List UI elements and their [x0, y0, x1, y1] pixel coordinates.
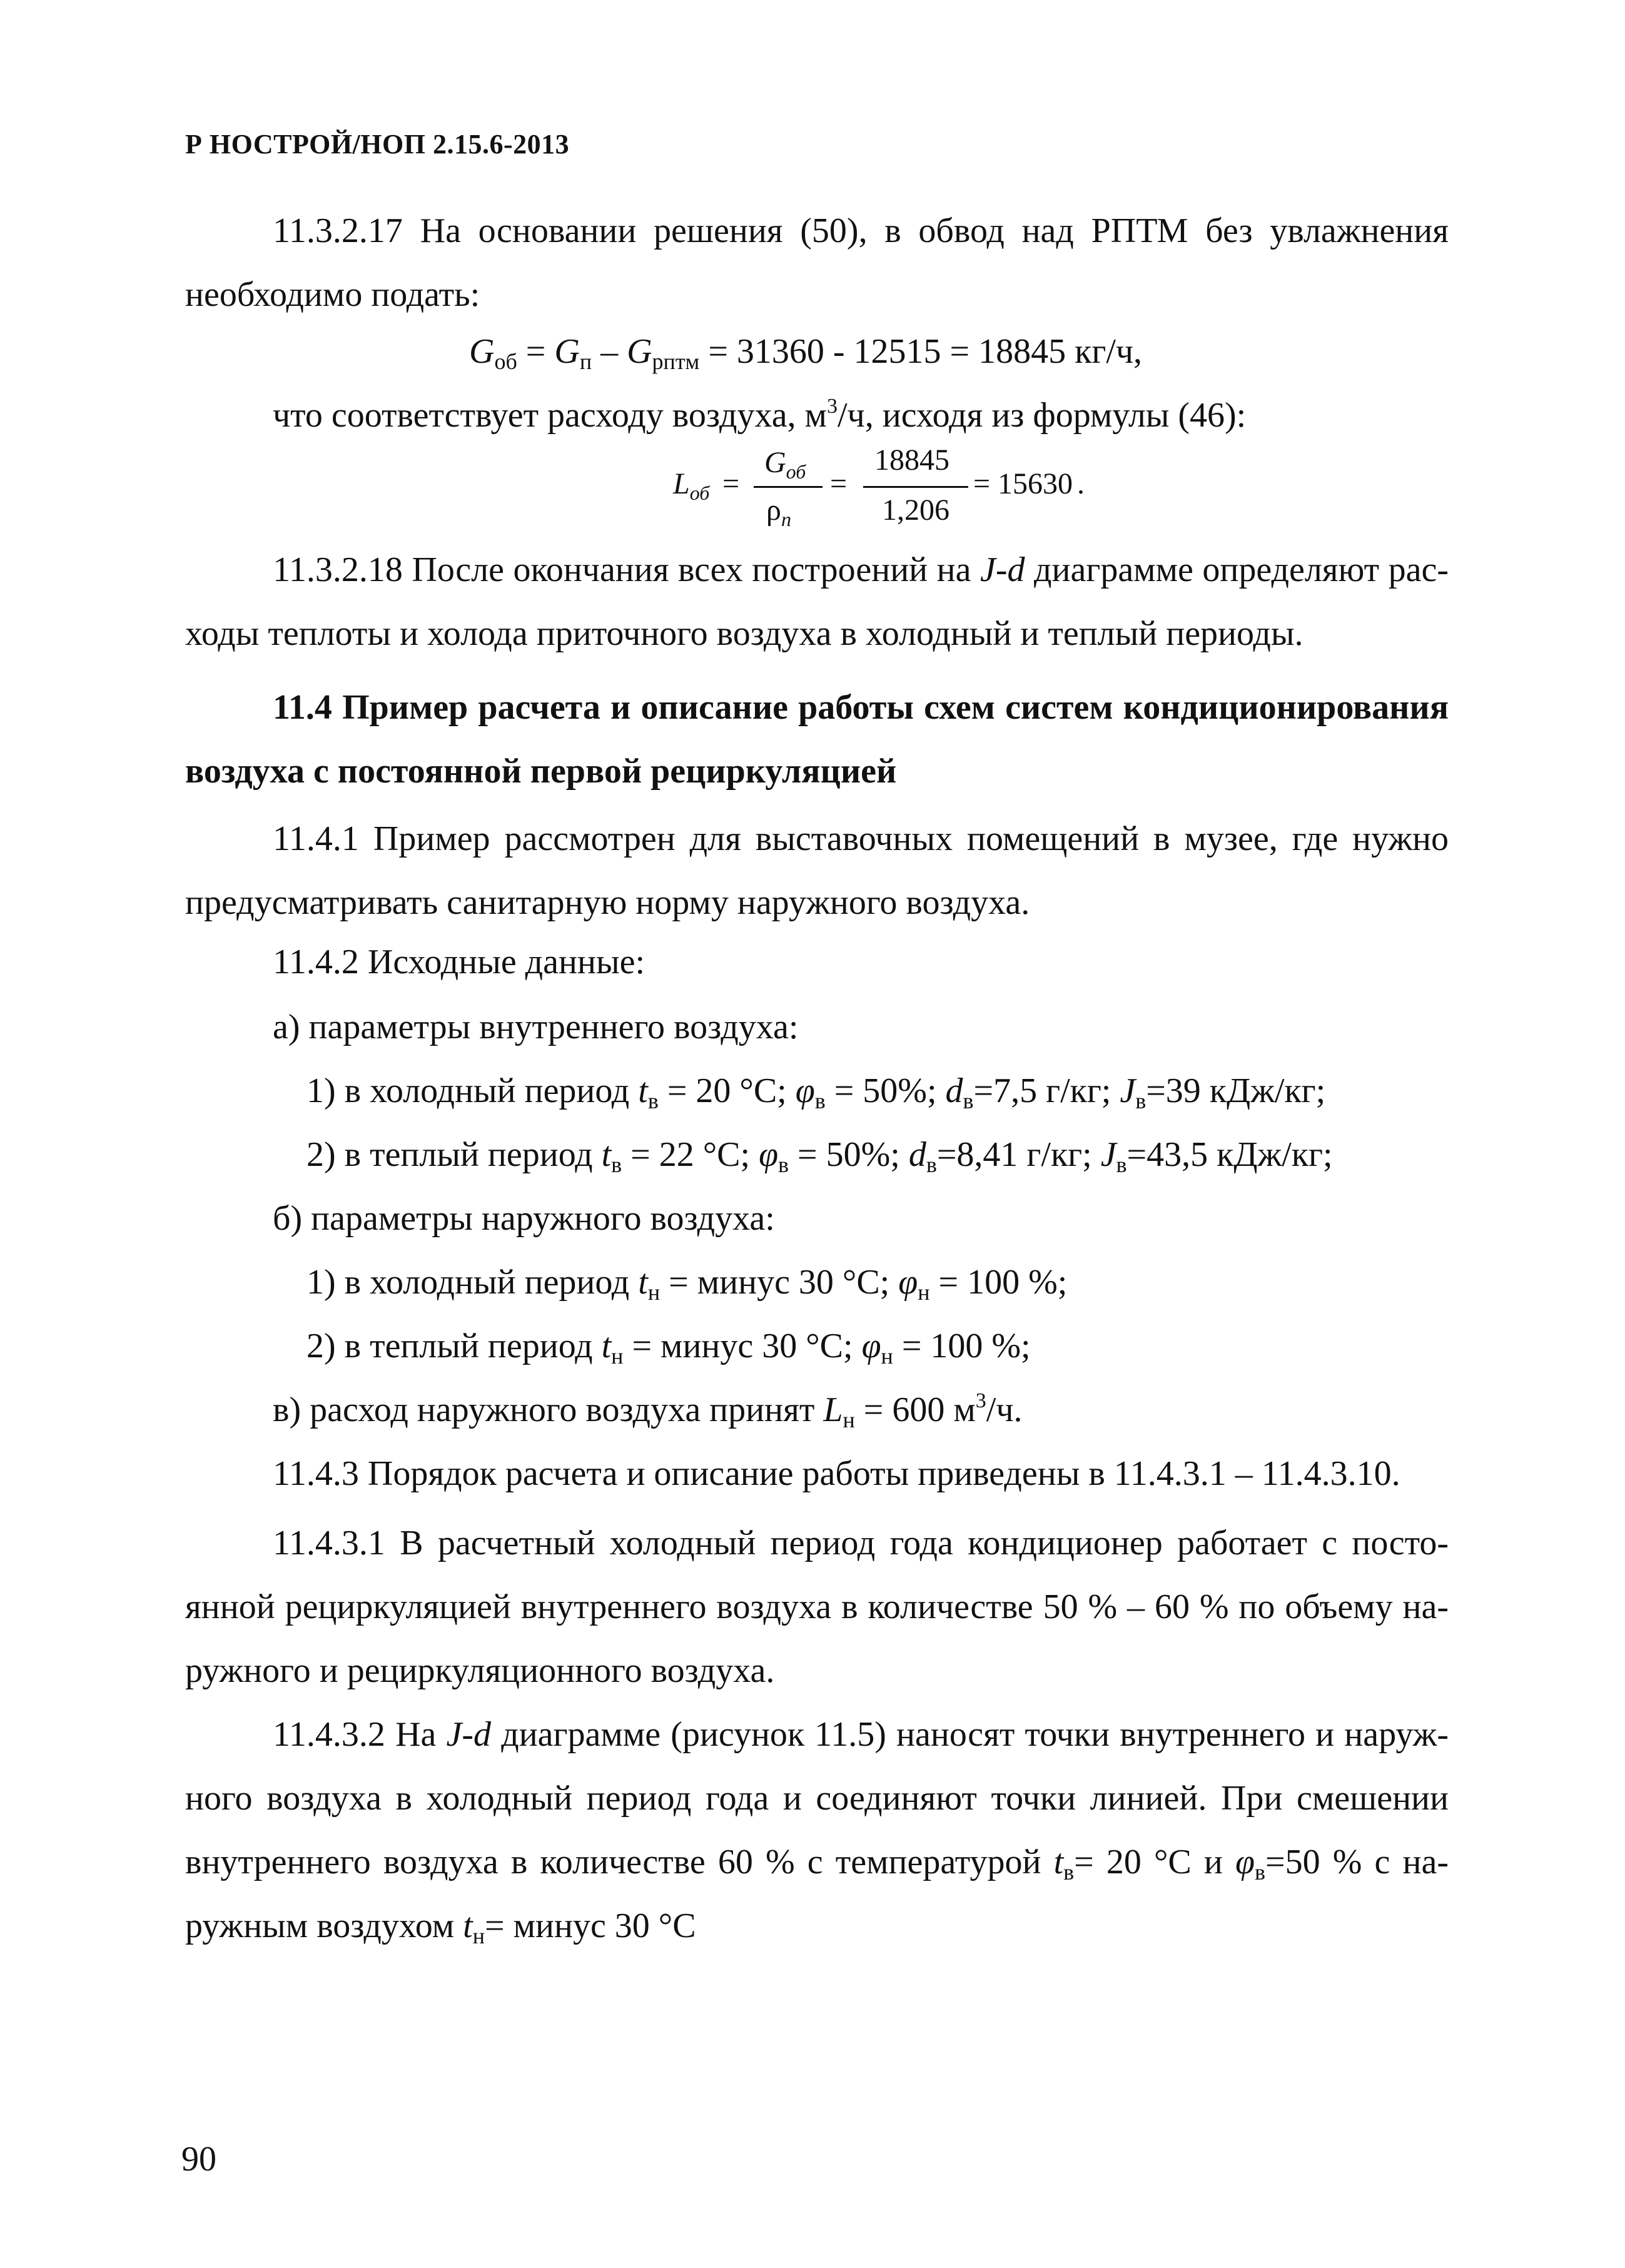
paragraph-11-3-2-18-line2: ходы теплоты и холода приточного воздуха в холодный и теплый периоды.	[185, 614, 1304, 653]
section-heading-11-4-line1: 11.4 Пример расчета и описание работы схем систем кондиционирования	[273, 688, 1449, 727]
paragraph-11-4-3-1-line2: янной рециркуляцией внутреннего воздуха в количестве 50 % – 60 % по объему на-	[185, 1587, 1449, 1626]
list-item-b: б) параметры наружного воздуха:	[273, 1199, 775, 1238]
paragraph-11-4-3-2-line3: внутреннего воздуха в количестве 60 % с температурой $t_в= 20$ °С и $\varphi_в=50$ % с на-	[185, 1843, 1449, 1885]
paragraph-sootvetstvuet: что соответствует расходу воздуха, $м^3/ч$, исходя из формулы (46):	[273, 395, 1247, 435]
paragraph-11-4-3-2-line1: 11.4.3.2 На J-d диаграмме (рисунок 11.5) наносят точки внутреннего и наруж-	[273, 1715, 1449, 1754]
list-item-a1: 1) в холодный период $t_в = 20$ °С; $\varphi_в = 50\%$; $d_в=7,5$ г/кг; $J_в=39$ кДж/кг;	[306, 1071, 1326, 1113]
paragraph-11-4-1-line1: 11.4.1 Пример рассмотрен для выставочных помещений в музее, где нужно	[273, 819, 1449, 858]
paragraph-11-4-3-2-line4: ружным воздухом $t_н=$ минус 30 °С	[185, 1906, 696, 1948]
paragraph-11-4-3-2-line2: ного воздуха в холодный период года и соединяют точки линией. При смешении	[185, 1779, 1449, 1818]
paragraph-11-3-2-17-line1: 11.3.2.17 На основании решения (50), в обвод над РПТМ без увлажнения	[273, 211, 1449, 250]
document-page: Р НОСТРОЙ/НОП 2.15.6-2013 11.3.2.17 На основании решения (50), в обвод над РПТМ без увлажнения необходимо подать: $G_{об} = G_п - G_{рптм} = 31360 - 12515 = 18845$ кг/ч, что соответствует расходу воздуха, $м^3/ч$, исходя из формулы (46): $L_{об}$ = $G_{об}$ $\rho_п$ = 18845 1,206 = 15630 . 11.3.2.18 После окончания всех построений на J-d диаграмме определяют рас- ходы теплоты и холода приточного воздуха в холодный и теплый периоды. 11.4 Пример расчета и описание работы схем систем кондиционирования воздуха с постоянной первой рециркуляцией 11.4.1 Пример рассмотрен для выставочных помещений в музее, где нужно предусматривать санитарную норму наружного воздуха. 11.4.2 Исходные данные: а) параметры внутреннего воздуха: 1) в холодный период $t_в = 20$ °С; $\varphi_в = 50\%$; $d_в=7,5$ г/кг; $J_в=39$ кДж/кг; 2) в теплый период $t_в = 22$ °С; $\varphi_в = 50\%$; $d_в=8,41$ г/кг; $J_в=43,5$ кДж/кг; б) параметры наружного воздуха: 1) в холодный период $t_н$ = минус 30 °С; $\varphi_н = 100$ %; 2) в теплый период $t_н$ = минус 30 °С; $\varphi_н = 100$ %; в) расход наружного воздуха принят $L_н = 600$ $м^3/ч$. 11.4.3 Порядок расчета и описание работы приведены в 11.4.3.1 – 11.4.3.10. 11.4.3.1 В расчетный холодный период года кондиционер работает с посто- янной рециркуляцией внутреннего воздуха в количестве 50 % – 60 % по объему на- ружного и рециркуляционного воздуха. 11.4.3.2 На J-d диаграмме (рисунок 11.5) наносят точки внутреннего и наруж- ного воздуха в холодный период года и соединяют точки линией. При смешении внутреннего воздуха в количестве 60 % с температурой $t_в= 20$ °С и $\varphi_в=50$ % с на- ружным воздухом $t_н=$ минус 30 °С 90	[181, 129, 1449, 2179]
list-item-v: в) расход наружного воздуха принят $L_н = 600$ $м^3/ч$.	[273, 1389, 1023, 1432]
paragraph-11-3-2-18-line1: 11.3.2.18 После окончания всех построений на J-d диаграмме определяют рас-	[273, 550, 1449, 589]
formula-g-ob: $G_{об} = G_п - G_{рптм} = 31360 - 12515 = 18845$ кг/ч,	[469, 332, 1143, 374]
list-item-a2: 2) в теплый период $t_в = 22$ °С; $\varphi_в = 50\%$; $d_в=8,41$ г/кг; $J_в=43,5$ кДж/кг;	[306, 1135, 1333, 1177]
paragraph-11-4-2: 11.4.2 Исходные данные:	[273, 943, 645, 981]
paragraph-11-4-3-1-line1: 11.4.3.1 В расчетный холодный период года кондиционер работает с посто-	[273, 1524, 1449, 1562]
paragraph-11-3-2-17-line2: необходимо подать:	[185, 275, 480, 314]
paragraph-11-4-3: 11.4.3 Порядок расчета и описание работы приведены в 11.4.3.1 – 11.4.3.10.	[273, 1454, 1400, 1493]
paragraph-11-4-1-line2: предусматривать санитарную норму наружного воздуха.	[185, 883, 1030, 922]
list-item-b1: 1) в холодный период $t_н$ = минус 30 °С; $\varphi_н = 100$ %;	[306, 1263, 1068, 1305]
page-number: 90	[181, 2140, 216, 2179]
list-item-b2: 2) в теплый период $t_н$ = минус 30 °С; $\varphi_н = 100$ %;	[306, 1327, 1031, 1369]
paragraph-11-4-3-1-line3: ружного и рециркуляционного воздуха.	[185, 1651, 775, 1690]
list-item-a: а) параметры внутреннего воздуха:	[273, 1008, 799, 1046]
document-header: Р НОСТРОЙ/НОП 2.15.6-2013	[185, 129, 570, 159]
section-heading-11-4-line2: воздуха с постоянной первой рециркуляцией	[185, 752, 897, 791]
